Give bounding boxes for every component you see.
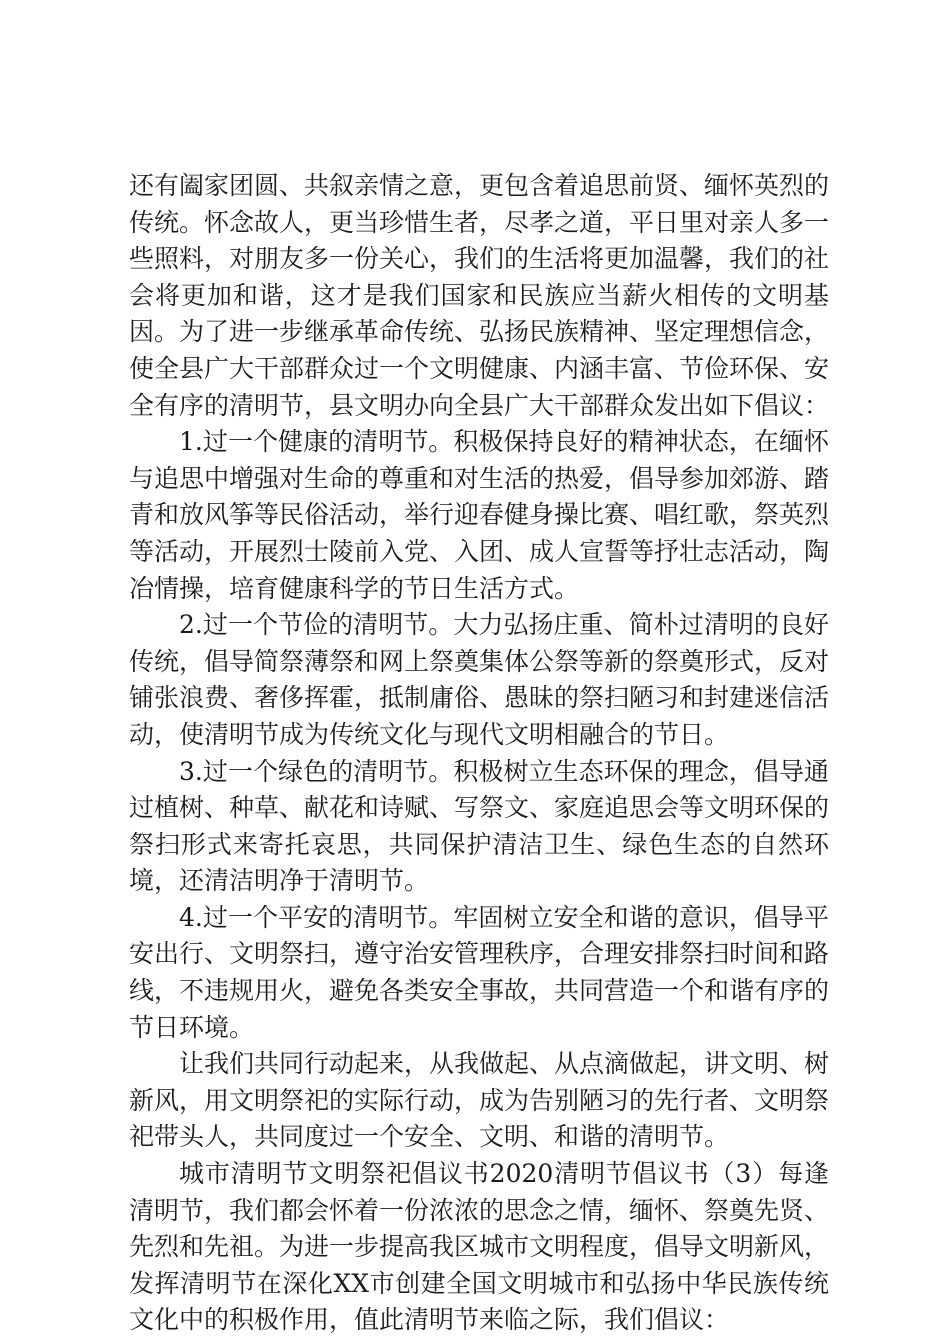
paragraph-second-proposal: 城市清明节文明祭祀倡议书2020清明节倡议书（3）每逢清明节，我们都会怀着一份浓浓的思念之情，缅怀、祭奠先贤、先烈和先祖。为进一步提高我区城市文明程度，倡导文明新风，发挥清明节在深化XX市创建全国文明城市和弘扬中华民族传统文化中的积极作用，值此清明节来临之际，我们倡议： [129, 1159, 830, 1335]
document-body [129, 168, 829, 1339]
paragraph-call-to-action: 让我们共同行动起来，从我做起、从点滴做起，讲文明、树新风，用文明祭祀的实际行动，成为告别陋习的先行者、文明祭祀带头人，共同度过一个安全、文明、和谐的清明节。 [129, 1049, 830, 1152]
paragraph-item-3-green: 3.过一个绿色的清明节。积极树立生态环保的理念，倡导通过植树、种草、献花和诗赋、写祭文、家庭追思会等文明环保的祭扫形式来寄托哀思，共同保护清洁卫生、绿色生态的自然环境，还清洁明净于清明节。 [129, 756, 830, 896]
paragraph-item-2-frugal: 2.过一个节俭的清明节。大力弘扬庄重、简朴过清明的良好传统，倡导简祭薄祭和网上祭奠集体公祭等新的祭奠形式，反对铺张浪费、奢侈挥霍，抵制庸俗、愚昧的祭扫陋习和封建迷信活动，使清明节成为传统文化与现代文明相融合的节日。 [129, 610, 830, 749]
paragraph-intro: 还有阖家团圆、共叙亲情之意，更包含着追思前贤、缅怀英烈的传统。怀念故人，更当珍惜生者，尽孝之道，平日里对亲人多一些照料，对朋友多一份关心，我们的生活将更加温馨，我们的社会将更加和谐，这才是我们国家和民族应当薪火相传的文明基因。为了进一步继承革命传统、弘扬民族精神、坚定理想信念，使全县广大干部群众过一个文明健康、内涵丰富、节俭环保、安全有序的清明节，县文明办向全县广大干部群众发出如下倡议： [129, 171, 830, 420]
paragraph-item-1-healthy: 1.过一个健康的清明节。积极保持良好的精神状态，在缅怀与追思中增强对生命的尊重和对生活的热爱，倡导参加郊游、踏青和放风筝等民俗活动，举行迎春健身操比赛、唱红歌，祭英烈等活动，开展烈士陵前入党、入团、成人宣誓等抒壮志活动，陶冶情操，培育健康科学的节日生活方式。 [129, 427, 830, 603]
paragraph-item-4-safe: 4.过一个平安的清明节。牢固树立安全和谐的意识，倡导平安出行、文明祭扫，遵守治安管理秩序，合理安排祭扫时间和路线，不违规用火，避免各类安全事故，共同营造一个和谐有序的节日环境。 [129, 902, 830, 1042]
